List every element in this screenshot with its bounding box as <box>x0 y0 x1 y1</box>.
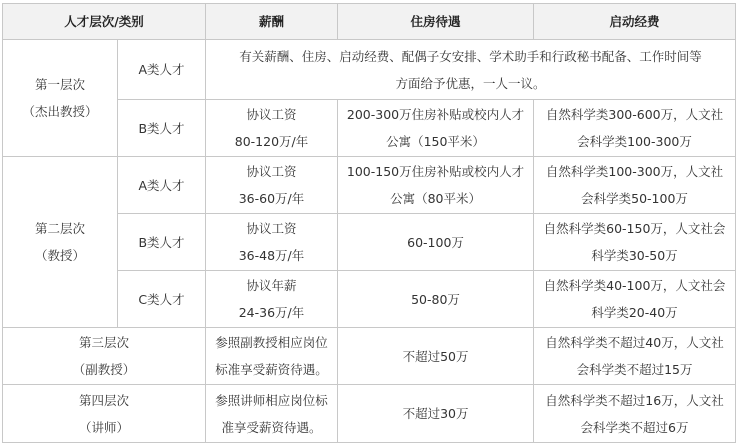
header-startup: 启动经费 <box>534 4 736 40</box>
tier4-name: 第四层次 （讲师） <box>3 385 206 443</box>
header-row <box>3 4 736 40</box>
tier4-housing: 不超过30万 <box>338 385 534 443</box>
tier1-b-startup: 自然科学类300-600万，人文社 会科学类100-300万 <box>534 100 736 157</box>
tier3-housing: 不超过50万 <box>338 328 534 385</box>
header-category: 人才层次/类别 <box>3 4 206 40</box>
tier1-a-text: 有关薪酬、住房、启动经费、配偶子女安排、学术助手和行政秘书配备、工作时间等 方面给予优惠，一人一议。 <box>206 40 736 100</box>
table-row <box>3 385 736 443</box>
table-row <box>3 157 736 214</box>
tier1-b-label: B类人才 <box>118 100 206 157</box>
tier2-b-startup: 自然科学类60-150万，人文社会 科学类30-50万 <box>534 214 736 271</box>
tier3-name: 第三层次 （副教授） <box>3 328 206 385</box>
tier2-b-label: B类人才 <box>118 214 206 271</box>
tier2-b-salary: 协议工资 36-48万/年 <box>206 214 338 271</box>
tier2-c-startup: 自然科学类40-100万，人文社会 科学类20-40万 <box>534 271 736 328</box>
tier2-a-startup: 自然科学类100-300万，人文社 会科学类50-100万 <box>534 157 736 214</box>
table-row <box>3 40 736 100</box>
tier3-startup: 自然科学类不超过40万，人文社 会科学类不超过15万 <box>534 328 736 385</box>
tier2-a-label: A类人才 <box>118 157 206 214</box>
tier1-b-salary: 协议工资 80-120万/年 <box>206 100 338 157</box>
tier1-a-label: A类人才 <box>118 40 206 100</box>
tier2-c-salary: 协议年薪 24-36万/年 <box>206 271 338 328</box>
tier2-c-label: C类人才 <box>118 271 206 328</box>
tier2-a-housing: 100-150万住房补贴或校内人才 公寓（80平米） <box>338 157 534 214</box>
header-housing: 住房待遇 <box>338 4 534 40</box>
table-row <box>3 328 736 385</box>
tier2-c-housing: 50-80万 <box>338 271 534 328</box>
tier2-name: 第二层次 （教授） <box>3 157 118 328</box>
tier2-a-salary: 协议工资 36-60万/年 <box>206 157 338 214</box>
talent-policy-table <box>2 3 736 443</box>
tier4-salary: 参照讲师相应岗位标 准享受薪资待遇。 <box>206 385 338 443</box>
tier1-name: 第一层次 （杰出教授） <box>3 40 118 157</box>
tier2-b-housing: 60-100万 <box>338 214 534 271</box>
tier3-salary: 参照副教授相应岗位 标准享受薪资待遇。 <box>206 328 338 385</box>
tier1-b-housing: 200-300万住房补贴或校内人才 公寓（150平米） <box>338 100 534 157</box>
tier4-startup: 自然科学类不超过16万，人文社 会科学类不超过6万 <box>534 385 736 443</box>
header-salary: 薪酬 <box>206 4 338 40</box>
